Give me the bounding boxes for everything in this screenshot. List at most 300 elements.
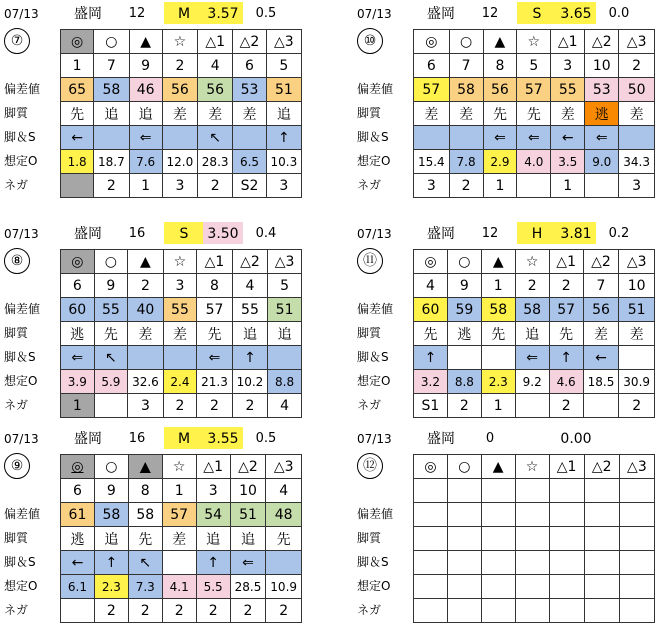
odds-cell: 2.4	[163, 370, 197, 394]
table-row	[414, 150, 655, 174]
race-number: ⑨	[4, 453, 30, 479]
horse-number-cell: 3	[163, 274, 197, 298]
ashi-arrow-cell	[266, 551, 302, 575]
mark-cell: ○	[447, 455, 481, 479]
race-score: 3.50	[203, 222, 243, 244]
race-date: 07/13	[4, 227, 39, 241]
race-diff	[599, 427, 639, 449]
horse-number-cell: 7	[583, 274, 619, 298]
mark-cell: ◎	[61, 30, 94, 54]
row-label: 偏差値	[4, 507, 41, 521]
nega-cell: 2	[162, 599, 196, 623]
odds-cell: 7.6	[129, 150, 162, 174]
horse-number-cell: 8	[128, 479, 162, 503]
ashi-arrow-cell: ↖	[94, 346, 128, 370]
ashi-arrow-cell: ⇐	[230, 551, 266, 575]
odds-cell: 34.3	[619, 150, 655, 174]
table-row	[61, 503, 302, 527]
nega-cell: S1	[414, 394, 448, 418]
table-row	[414, 575, 655, 599]
mark-cell: ○	[94, 455, 128, 479]
race-number: ⑩	[357, 28, 383, 54]
odds-cell: 5.5	[196, 575, 230, 599]
table-row	[61, 126, 302, 150]
table-row	[61, 174, 302, 198]
race-header	[355, 2, 655, 24]
kyakushitsu-cell: 追	[230, 527, 266, 551]
hensachi-cell: 57	[162, 503, 196, 527]
row-label: ネガ	[4, 398, 29, 412]
odds-cell: 18.5	[583, 370, 619, 394]
horse-number-cell	[414, 479, 448, 503]
odds-cell: 2.3	[94, 575, 128, 599]
horse-number-cell	[584, 479, 619, 503]
odds-cell: 7.3	[128, 575, 162, 599]
odds-cell: 18.7	[94, 150, 129, 174]
hensachi-cell	[481, 503, 515, 527]
mark-cell: △2	[584, 455, 619, 479]
race-grade: M	[164, 427, 204, 449]
row-labels	[355, 502, 415, 622]
ashi-arrow-cell	[515, 551, 549, 575]
field-size: 12	[128, 6, 146, 21]
nega-cell: 2	[449, 174, 483, 198]
nega-cell: 2	[163, 394, 197, 418]
mark-cell: ▲	[483, 30, 517, 54]
kyakushitsu-cell: 差	[233, 102, 266, 126]
hensachi-cell: 58	[515, 298, 549, 322]
row-label: 脚＆S	[4, 350, 36, 364]
nega-cell: 4	[268, 394, 302, 418]
hensachi-cell: 55	[94, 298, 128, 322]
odds-cell: 1.8	[61, 150, 94, 174]
kyakushitsu-cell: 差	[449, 102, 483, 126]
table-row	[61, 78, 302, 102]
race-score: 3.65	[556, 2, 596, 24]
hensachi-cell	[549, 503, 584, 527]
horse-number-cell: 10	[619, 274, 655, 298]
nega-cell: 1	[551, 174, 585, 198]
ashi-arrow-cell: ↑	[94, 551, 128, 575]
hensachi-cell: 57	[197, 298, 232, 322]
nega-cell	[515, 599, 549, 623]
kyakushitsu-cell: 追	[266, 102, 301, 126]
mark-cell: ◎	[61, 250, 95, 274]
row-labels	[355, 297, 415, 417]
row-label: 脚質	[4, 531, 29, 545]
table-row	[414, 250, 655, 274]
hensachi-cell: 55	[551, 78, 585, 102]
odds-cell	[549, 575, 584, 599]
table-row	[61, 346, 302, 370]
kyakushitsu-cell: 差	[163, 322, 197, 346]
nega-cell	[94, 394, 128, 418]
table-row	[61, 250, 302, 274]
hensachi-cell: 56	[483, 78, 517, 102]
race-number: ⑪	[357, 248, 383, 274]
hensachi-cell: 65	[61, 78, 94, 102]
table-row	[61, 527, 302, 551]
odds-cell	[414, 575, 448, 599]
horse-number-cell: 7	[449, 54, 483, 78]
odds-cell: 4.0	[517, 150, 551, 174]
kyakushitsu-cell: 先	[61, 102, 94, 126]
nega-cell: S2	[233, 174, 266, 198]
ashi-arrow-cell	[447, 346, 481, 370]
row-label: ネガ	[4, 603, 29, 617]
race-header	[2, 427, 302, 449]
table-row	[61, 298, 302, 322]
odds-cell: 6.5	[233, 150, 266, 174]
odds-cell: 4.6	[549, 370, 583, 394]
horse-number-cell: 9	[129, 54, 162, 78]
horse-number-cell	[515, 479, 549, 503]
race-date: 07/13	[4, 7, 39, 21]
table-row	[414, 455, 655, 479]
nega-cell	[61, 599, 95, 623]
race-score: 3.57	[203, 2, 243, 24]
horse-number-cell: 9	[94, 274, 128, 298]
horse-number-cell: 2	[549, 274, 583, 298]
mark-cell: ◎	[414, 455, 448, 479]
kyakushitsu-cell: 逃	[585, 102, 619, 126]
prediction-table	[413, 454, 655, 623]
horse-number-cell	[619, 479, 654, 503]
horse-number-cell: 6	[61, 274, 95, 298]
odds-cell	[447, 575, 481, 599]
odds-cell: 5.9	[94, 370, 128, 394]
ashi-arrow-cell	[481, 346, 515, 370]
table-row	[61, 150, 302, 174]
table-row	[414, 54, 655, 78]
hensachi-cell: 60	[61, 298, 95, 322]
mark-cell: ◎	[414, 30, 450, 54]
table-row	[61, 274, 302, 298]
mark-cell: △3	[619, 30, 655, 54]
ashi-arrow-cell: ⇐	[483, 126, 517, 150]
odds-cell: 3.5	[551, 150, 585, 174]
hensachi-cell	[584, 503, 619, 527]
table-row	[414, 551, 655, 575]
horse-number-cell: 5	[268, 274, 302, 298]
ashi-arrow-cell: ↑	[549, 346, 583, 370]
ashi-arrow-cell: ↖	[198, 126, 233, 150]
row-label: 脚質	[4, 106, 29, 120]
prediction-table	[60, 454, 302, 623]
horse-number-cell	[447, 479, 481, 503]
kyakushitsu-cell: 先	[197, 322, 232, 346]
odds-cell: 3.9	[61, 370, 95, 394]
horse-number-cell: 7	[94, 54, 129, 78]
mark-cell: △3	[266, 455, 302, 479]
table-row	[61, 599, 302, 623]
horse-number-cell: 1	[481, 274, 515, 298]
nega-cell: 2	[197, 394, 232, 418]
horse-number-cell: 2	[619, 54, 655, 78]
row-label: 脚＆S	[357, 555, 389, 569]
hensachi-cell: 58	[94, 503, 128, 527]
nega-cell: 3	[266, 174, 301, 198]
row-labels	[2, 77, 62, 197]
kyakushitsu-cell	[481, 527, 515, 551]
mark-cell: △2	[233, 30, 266, 54]
hensachi-cell: 56	[198, 78, 233, 102]
prediction-table	[60, 29, 302, 198]
hensachi-cell: 60	[414, 298, 448, 322]
hensachi-cell	[447, 503, 481, 527]
field-size: 16	[128, 226, 146, 241]
kyakushitsu-cell: 追	[268, 322, 302, 346]
nega-cell: 2	[196, 599, 230, 623]
horse-number-cell: 2	[162, 54, 197, 78]
mark-cell: ○	[94, 250, 128, 274]
row-label: 脚質	[357, 531, 382, 545]
ashi-arrow-cell: ⇐	[515, 346, 549, 370]
kyakushitsu-cell: 追	[129, 102, 162, 126]
table-row	[61, 54, 302, 78]
ashi-arrow-cell	[619, 126, 655, 150]
race-venue: 盛岡	[74, 6, 102, 22]
mark-cell: △1	[549, 250, 583, 274]
mark-cell: ▲	[481, 250, 515, 274]
odds-cell: 15.4	[414, 150, 450, 174]
table-row	[414, 30, 655, 54]
kyakushitsu-cell: 追	[94, 527, 128, 551]
horse-number-cell: 9	[94, 479, 128, 503]
mark-cell: ☆	[162, 455, 196, 479]
mark-cell: △1	[196, 455, 230, 479]
nega-cell: 3	[414, 174, 450, 198]
ashi-arrow-cell	[481, 551, 515, 575]
race-diff: 0.5	[255, 6, 277, 21]
hensachi-cell: 59	[447, 298, 481, 322]
race-score: 0.00	[560, 431, 592, 447]
hensachi-cell: 55	[163, 298, 197, 322]
nega-cell: 3	[619, 174, 655, 198]
race-header	[355, 427, 655, 449]
race-score: 3.81	[556, 222, 596, 244]
ashi-arrow-cell	[619, 346, 655, 370]
horse-number-cell: 3	[196, 479, 230, 503]
row-label: 脚＆S	[4, 130, 36, 144]
mark-cell: △3	[266, 30, 301, 54]
race-header	[2, 222, 302, 244]
horse-number-cell: 1	[162, 479, 196, 503]
odds-cell	[515, 575, 549, 599]
horse-number-cell: 10	[230, 479, 266, 503]
horse-number-cell: 4	[414, 274, 448, 298]
nega-cell	[619, 599, 654, 623]
table-row	[414, 102, 655, 126]
hensachi-cell: 53	[585, 78, 619, 102]
row-labels	[2, 297, 62, 417]
odds-cell: 10.2	[232, 370, 267, 394]
nega-cell: 2	[549, 394, 583, 418]
odds-cell: 9.0	[585, 150, 619, 174]
race-diff: 0.5	[255, 431, 277, 446]
horse-number-cell: 8	[483, 54, 517, 78]
mark-cell: ☆	[517, 30, 551, 54]
hensachi-cell: 57	[517, 78, 551, 102]
kyakushitsu-cell: 逃	[61, 322, 95, 346]
race-date: 07/13	[357, 7, 392, 21]
race-grade: M	[164, 2, 204, 24]
ashi-arrow-cell: ↖	[128, 551, 162, 575]
horse-number-cell: 1	[61, 54, 94, 78]
race-header	[2, 2, 302, 24]
row-label: 脚＆S	[357, 130, 389, 144]
race-number: ⑫	[357, 453, 383, 479]
nega-cell	[583, 394, 619, 418]
field-size: 16	[128, 431, 146, 446]
nega-cell	[61, 174, 94, 198]
nega-cell: 2	[447, 394, 481, 418]
kyakushitsu-cell: 先	[128, 527, 162, 551]
row-label: 偏差値	[357, 507, 394, 521]
odds-cell: 8.8	[268, 370, 302, 394]
table-row	[414, 599, 655, 623]
hensachi-cell: 58	[481, 298, 515, 322]
mark-cell: ☆	[515, 455, 549, 479]
kyakushitsu-cell: 差	[128, 322, 163, 346]
kyakushitsu-cell	[619, 527, 654, 551]
mark-cell: △2	[583, 250, 619, 274]
ashi-arrow-cell	[128, 346, 163, 370]
kyakushitsu-cell: 先	[517, 102, 551, 126]
table-row	[414, 78, 655, 102]
table-row	[414, 479, 655, 503]
hensachi-cell: 51	[266, 78, 301, 102]
ashi-arrow-cell	[619, 551, 654, 575]
mark-cell: ◎	[414, 250, 448, 274]
kyakushitsu-cell: 先	[483, 102, 517, 126]
row-label: 想定O	[357, 154, 391, 168]
table-row	[414, 274, 655, 298]
horse-number-cell: 9	[447, 274, 481, 298]
ashi-arrow-cell	[447, 551, 481, 575]
kyakushitsu-cell: 差	[414, 102, 450, 126]
nega-cell: 1	[61, 394, 95, 418]
odds-cell: 28.3	[198, 150, 233, 174]
nega-cell: 2	[266, 599, 302, 623]
mark-cell: ▲	[128, 250, 163, 274]
table-row	[414, 322, 655, 346]
ashi-arrow-cell	[233, 126, 266, 150]
horse-number-cell	[481, 479, 515, 503]
ashi-arrow-cell	[414, 551, 448, 575]
table-row	[414, 346, 655, 370]
row-label: 偏差値	[357, 82, 394, 96]
ashi-arrow-cell	[449, 126, 483, 150]
mark-cell: △2	[232, 250, 267, 274]
kyakushitsu-cell	[515, 527, 549, 551]
odds-cell	[619, 575, 654, 599]
row-label: 想定O	[4, 374, 38, 388]
nega-cell: 2	[198, 174, 233, 198]
ashi-arrow-cell: ⇐	[585, 126, 619, 150]
field-size: 0	[485, 431, 495, 446]
table-row	[414, 174, 655, 198]
horse-number-cell: 8	[197, 274, 232, 298]
nega-cell	[515, 394, 549, 418]
kyakushitsu-cell: 追	[94, 102, 129, 126]
kyakushitsu-cell: 先	[414, 322, 448, 346]
mark-cell: ▲	[128, 455, 162, 479]
hensachi-cell: 50	[619, 78, 655, 102]
table-row	[61, 322, 302, 346]
ashi-arrow-cell	[162, 551, 196, 575]
race-date: 07/13	[357, 227, 392, 241]
row-label: 想定O	[357, 374, 391, 388]
hensachi-cell: 48	[266, 503, 302, 527]
row-label: 偏差値	[357, 302, 394, 316]
nega-cell: 1	[483, 174, 517, 198]
prediction-table	[413, 29, 655, 198]
odds-cell	[584, 575, 619, 599]
mark-cell: ▲	[129, 30, 162, 54]
odds-cell: 9.2	[515, 370, 549, 394]
odds-cell	[481, 575, 515, 599]
race-date: 07/13	[4, 432, 39, 446]
ashi-arrow-cell: ←	[551, 126, 585, 150]
nega-cell: 1	[129, 174, 162, 198]
odds-cell: 10.3	[266, 150, 301, 174]
hensachi-cell	[515, 503, 549, 527]
ashi-arrow-cell: ⇐	[61, 346, 95, 370]
hensachi-cell: 51	[230, 503, 266, 527]
race-diff: 0.4	[255, 226, 277, 241]
hensachi-cell: 56	[162, 78, 197, 102]
kyakushitsu-cell: 差	[583, 322, 619, 346]
ashi-arrow-cell: ↑	[232, 346, 267, 370]
kyakushitsu-cell: 差	[551, 102, 585, 126]
mark-cell: ☆	[163, 250, 197, 274]
horse-number-cell: 5	[266, 54, 301, 78]
horse-number-cell: 2	[128, 274, 163, 298]
nega-cell: 3	[162, 174, 197, 198]
nega-cell	[447, 599, 481, 623]
mark-cell: ◎	[61, 455, 95, 479]
race-venue: 盛岡	[74, 431, 102, 447]
race-date: 07/13	[357, 432, 392, 446]
hensachi-cell: 54	[196, 503, 230, 527]
row-label: 脚＆S	[357, 350, 389, 364]
field-size: 12	[481, 6, 499, 21]
nega-cell	[481, 599, 515, 623]
row-label: ネガ	[357, 398, 382, 412]
odds-cell: 28.5	[230, 575, 266, 599]
hensachi-cell: 57	[414, 78, 450, 102]
odds-cell: 2.9	[483, 150, 517, 174]
row-label: ネガ	[357, 603, 382, 617]
race-venue: 盛岡	[74, 226, 102, 242]
ashi-arrow-cell: ⇐	[517, 126, 551, 150]
hensachi-cell: 40	[128, 298, 163, 322]
nega-cell	[414, 599, 448, 623]
race-diff: 0.0	[608, 6, 630, 21]
race-number: ⑧	[4, 248, 30, 274]
race-grade: H	[517, 222, 557, 244]
race-number: ⑦	[4, 28, 30, 54]
kyakushitsu-cell: 先	[481, 322, 515, 346]
kyakushitsu-cell	[584, 527, 619, 551]
ashi-arrow-cell	[163, 346, 197, 370]
table-row	[61, 455, 302, 479]
ashi-arrow-cell: ↑	[266, 126, 301, 150]
race-venue: 盛岡	[427, 431, 455, 447]
table-row	[61, 551, 302, 575]
row-label: ネガ	[357, 178, 382, 192]
